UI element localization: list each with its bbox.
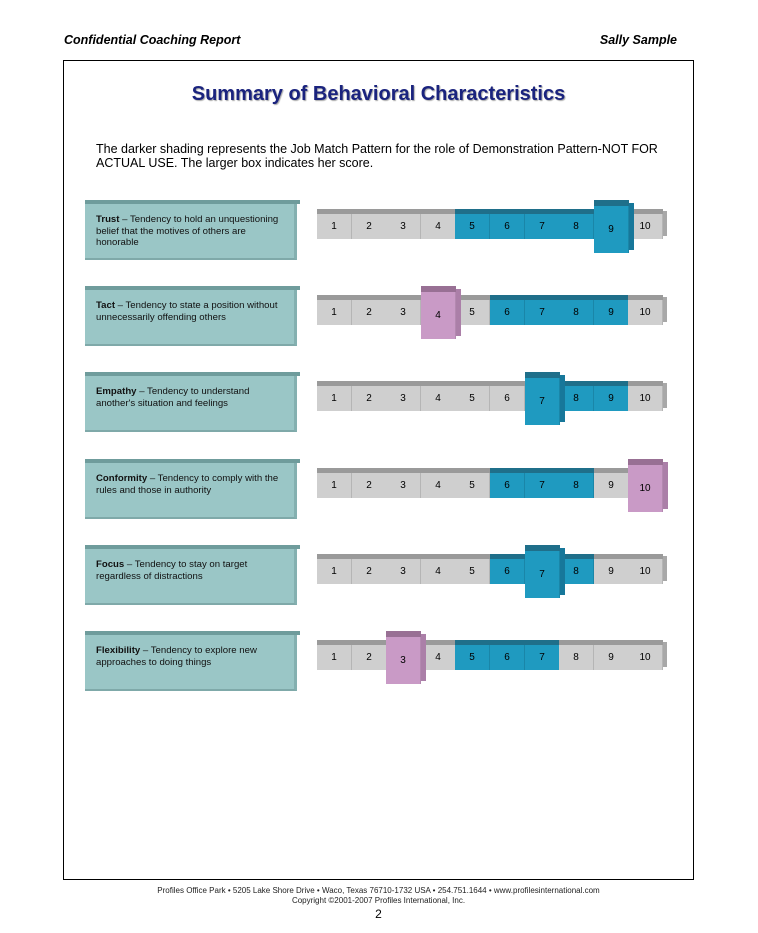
cell-number: 2 xyxy=(352,473,387,498)
trait-name: Focus xyxy=(96,559,125,570)
trait-description-text: Tendency to explore new approaches to doing things xyxy=(96,645,257,668)
trait-separator: – xyxy=(124,559,135,570)
pattern-cell xyxy=(525,468,560,502)
scale-cell xyxy=(490,381,525,415)
cell-side xyxy=(421,634,426,681)
scale-cell xyxy=(455,554,490,588)
cell-number: 7 xyxy=(525,645,560,670)
cell-number: 1 xyxy=(317,214,352,239)
scale-cell xyxy=(317,554,352,588)
cell-number: 10 xyxy=(628,465,663,512)
cell-number: 5 xyxy=(455,214,490,239)
score-cell xyxy=(386,631,421,685)
cell-number: 8 xyxy=(559,386,594,411)
scale-cell xyxy=(317,295,352,329)
trait-label-box xyxy=(85,545,300,607)
cell-number: 10 xyxy=(628,645,663,670)
scale-cell xyxy=(386,381,421,415)
trait-description xyxy=(85,204,297,260)
cell-number: 5 xyxy=(455,386,490,411)
report-title: Confidential Coaching Report xyxy=(64,33,241,47)
cell-number: 10 xyxy=(628,214,663,239)
cell-side xyxy=(560,375,565,422)
footer-copyright: Copyright ©2001-2007 Profiles International, Inc. xyxy=(291,896,466,905)
trait-name: Trust xyxy=(96,214,120,225)
cell-number: 7 xyxy=(525,214,560,239)
cell-number: 7 xyxy=(525,300,560,325)
cell-number: 3 xyxy=(386,473,421,498)
cell-number: 3 xyxy=(386,637,421,684)
cell-number: 8 xyxy=(559,473,594,498)
pattern-cell xyxy=(490,295,525,329)
cell-number: 1 xyxy=(317,473,352,498)
footer-address: Profiles Office Park • 5205 Lake Shore Drive • Waco, Texas 76710-1732 USA • 254.751.1644 • www.profilesinternational.com xyxy=(157,886,600,895)
scale-cell xyxy=(421,640,456,674)
scale-cell xyxy=(594,554,629,588)
trait-description xyxy=(85,549,297,605)
trait-description xyxy=(85,290,297,346)
cell-number: 2 xyxy=(352,300,387,325)
cell-side xyxy=(629,203,634,250)
pattern-cell xyxy=(559,295,594,329)
trait-separator: – xyxy=(147,473,158,484)
scale-cell xyxy=(628,295,663,329)
trait-name: Tact xyxy=(96,300,116,311)
cell-number: 9 xyxy=(594,300,629,325)
trait-scale xyxy=(317,372,669,434)
cell-side xyxy=(663,556,667,581)
trait-description-text: Tendency to stay on target regardless of distractions xyxy=(96,559,248,582)
trait-name: Flexibility xyxy=(96,645,141,656)
trait-label-box xyxy=(85,631,300,693)
cell-number: 5 xyxy=(455,645,490,670)
score-cell xyxy=(594,200,629,254)
trait-row-flexibility xyxy=(85,631,675,693)
trait-separator: – xyxy=(115,300,126,311)
pattern-cell xyxy=(594,381,629,415)
scale-cell xyxy=(386,209,421,243)
cell-side xyxy=(560,548,565,595)
scale-cell xyxy=(386,554,421,588)
pattern-cell xyxy=(490,209,525,243)
pattern-cell xyxy=(525,640,560,674)
trait-row-focus xyxy=(85,545,675,607)
trait-description xyxy=(85,376,297,432)
pattern-cell xyxy=(455,640,490,674)
scale-cell xyxy=(352,554,387,588)
page-number: 2 xyxy=(375,907,382,921)
cell-number: 9 xyxy=(594,559,629,584)
cell-number: 5 xyxy=(455,300,490,325)
intro-text: The darker shading represents the Job Match Pattern for the role of Demonstration Pattern-NOT FOR ACTUAL USE. The larger box indicates her score. xyxy=(96,142,658,170)
trait-scale xyxy=(317,545,669,607)
cell-number: 3 xyxy=(386,386,421,411)
trait-separator: – xyxy=(136,386,148,397)
cell-number: 6 xyxy=(490,300,525,325)
trait-row-trust xyxy=(85,200,675,262)
trait-description-text: Tendency to hold an unquestioning belief that the motives of others are honorable xyxy=(96,214,279,248)
score-cell xyxy=(421,286,456,340)
scale-cell xyxy=(628,381,663,415)
pattern-cell xyxy=(559,468,594,502)
cell-number: 6 xyxy=(490,386,525,411)
cell-side xyxy=(663,297,667,322)
cell-number: 4 xyxy=(421,214,456,239)
cell-number: 1 xyxy=(317,645,352,670)
cell-number: 7 xyxy=(525,473,560,498)
scale-cell xyxy=(317,468,352,502)
scale-cell xyxy=(386,295,421,329)
trait-description xyxy=(85,635,297,691)
trait-label-box xyxy=(85,459,300,521)
pattern-cell xyxy=(490,468,525,502)
trait-row-conformity xyxy=(85,459,675,521)
cell-number: 9 xyxy=(594,386,629,411)
cell-number: 3 xyxy=(386,300,421,325)
scale-cell xyxy=(317,640,352,674)
cell-side xyxy=(456,289,461,336)
cell-number: 5 xyxy=(455,473,490,498)
scale-cell xyxy=(455,468,490,502)
trait-label-box xyxy=(85,372,300,434)
cell-side xyxy=(663,383,667,408)
cell-number: 1 xyxy=(317,386,352,411)
scale-cell xyxy=(628,554,663,588)
trait-scale xyxy=(317,459,669,521)
person-name: Sally Sample xyxy=(599,33,677,47)
trait-name: Conformity xyxy=(96,473,148,484)
scale-cell xyxy=(352,381,387,415)
cell-number: 8 xyxy=(559,214,594,239)
cell-number: 2 xyxy=(352,214,387,239)
cell-number: 7 xyxy=(525,551,560,598)
cell-number: 6 xyxy=(490,559,525,584)
cell-number: 6 xyxy=(490,645,525,670)
cell-number: 3 xyxy=(386,214,421,239)
scale-cell xyxy=(386,468,421,502)
cell-side xyxy=(663,642,667,667)
cell-number: 4 xyxy=(421,473,456,498)
trait-separator: – xyxy=(140,645,151,656)
scale-cell xyxy=(594,468,629,502)
trait-name: Empathy xyxy=(96,386,137,397)
cell-number: 8 xyxy=(559,300,594,325)
cell-number: 2 xyxy=(352,645,387,670)
trait-description-text: Tendency to state a position without unnecessarily offending others xyxy=(96,300,278,323)
trait-row-tact xyxy=(85,286,675,348)
cell-number: 4 xyxy=(421,292,456,339)
cell-number: 9 xyxy=(594,206,629,253)
scale-cell xyxy=(421,381,456,415)
scale-cell xyxy=(317,209,352,243)
trait-scale xyxy=(317,631,669,693)
trait-separator: – xyxy=(119,214,130,225)
scale-cell xyxy=(317,381,352,415)
pattern-cell xyxy=(490,554,525,588)
cell-number: 9 xyxy=(594,473,629,498)
cell-number: 10 xyxy=(628,386,663,411)
pattern-cell xyxy=(490,640,525,674)
cell-number: 9 xyxy=(594,645,629,670)
pattern-cell xyxy=(559,209,594,243)
cell-side xyxy=(663,462,668,509)
score-cell xyxy=(525,372,560,426)
trait-description-text: Tendency to comply with the rules and those in authority xyxy=(96,473,279,496)
cell-number: 3 xyxy=(386,559,421,584)
scale-cell xyxy=(352,209,387,243)
score-cell xyxy=(525,545,560,599)
cell-side xyxy=(663,211,667,236)
cell-number: 4 xyxy=(421,559,456,584)
trait-row-empathy xyxy=(85,372,675,434)
cell-number: 2 xyxy=(352,559,387,584)
score-cell xyxy=(628,459,663,513)
trait-description-text: Tendency to understand another's situation and feelings xyxy=(96,386,250,409)
scale-cell xyxy=(628,640,663,674)
trait-description xyxy=(85,463,297,519)
cell-number: 10 xyxy=(628,559,663,584)
pattern-cell xyxy=(525,295,560,329)
pattern-cell xyxy=(594,295,629,329)
trait-label-box xyxy=(85,200,300,262)
cell-number: 6 xyxy=(490,214,525,239)
scale-cell xyxy=(352,640,387,674)
scale-cell xyxy=(421,468,456,502)
scale-cell xyxy=(421,209,456,243)
cell-number: 4 xyxy=(421,386,456,411)
scale-cell xyxy=(594,640,629,674)
cell-number: 8 xyxy=(559,559,594,584)
trait-scale xyxy=(317,200,669,262)
page-title: Summary of Behavioral Characteristics xyxy=(191,83,566,105)
scale-cell xyxy=(352,295,387,329)
scale-cell xyxy=(455,381,490,415)
trait-label-box xyxy=(85,286,300,348)
trait-scale xyxy=(317,286,669,348)
cell-number: 2 xyxy=(352,386,387,411)
scale-cell xyxy=(559,640,594,674)
cell-number: 6 xyxy=(490,473,525,498)
cell-number: 1 xyxy=(317,559,352,584)
cell-number: 10 xyxy=(628,300,663,325)
scale-cell xyxy=(421,554,456,588)
cell-number: 5 xyxy=(455,559,490,584)
cell-number: 1 xyxy=(317,300,352,325)
cell-number: 7 xyxy=(525,378,560,425)
cell-number: 4 xyxy=(421,645,456,670)
pattern-cell xyxy=(525,209,560,243)
pattern-cell xyxy=(455,209,490,243)
cell-number: 8 xyxy=(559,645,594,670)
scale-cell xyxy=(352,468,387,502)
